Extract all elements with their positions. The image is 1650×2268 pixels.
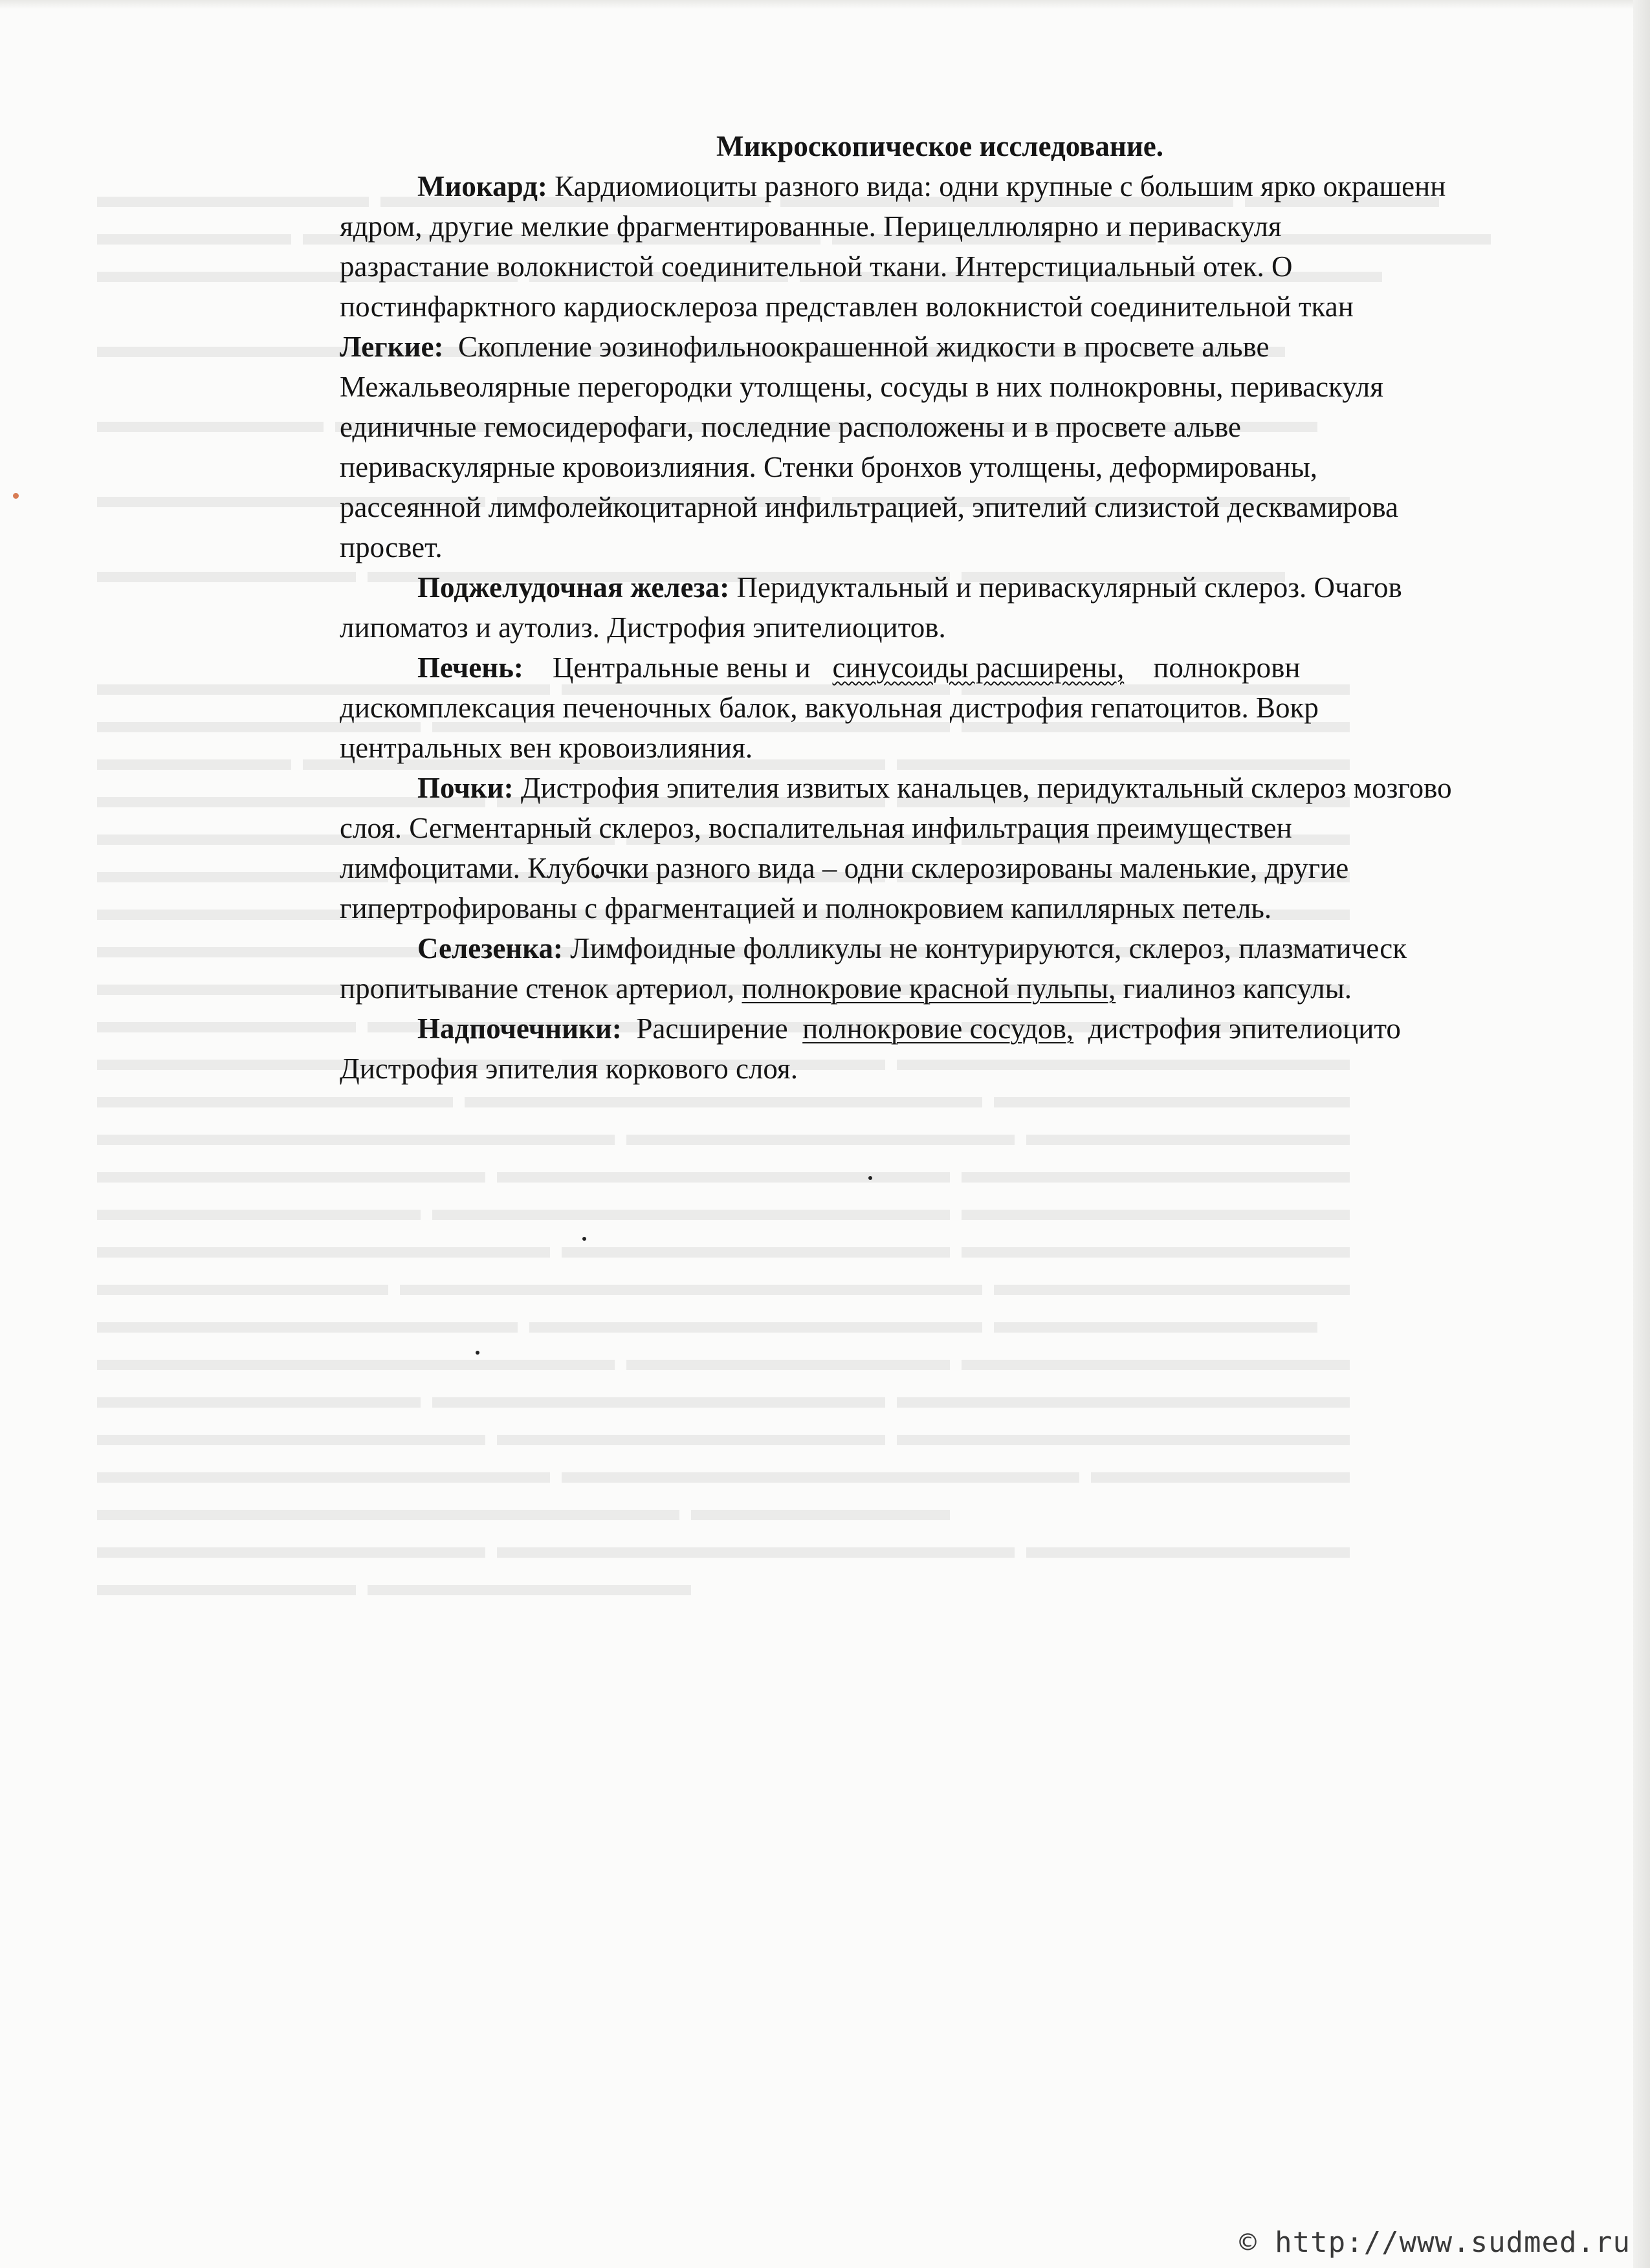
text-line xyxy=(340,567,1650,607)
paper-top-edge xyxy=(0,0,1650,9)
text-span: Перидуктальный и периваскулярный склероз. Очагов xyxy=(736,571,1402,604)
site-watermark: © http://www.sudmed.ru xyxy=(1239,2226,1631,2259)
text-span: гиалиноз капсулы. xyxy=(1123,972,1352,1005)
text-line xyxy=(340,928,1650,968)
scan-speck xyxy=(13,493,19,499)
text-line: периваскулярные кровоизлияния. Стенки бронхов утолщены, деформированы, xyxy=(340,451,1318,483)
text-span: дистрофия эпителиоцито xyxy=(1088,1012,1401,1045)
text-span: Скопление эозинофильноокрашенной жидкости в просвете альве xyxy=(457,331,1270,363)
section-label: Селезенка: xyxy=(417,932,563,965)
underlined-text: синусоиды расширены, xyxy=(832,651,1125,684)
text-span: Лимфоидные фолликулы не контурируются, склероз, плазматическ xyxy=(570,932,1407,965)
section-adrenals xyxy=(340,1009,1650,1089)
section-label: Миокард: xyxy=(417,170,547,202)
text-span: Кардиомиоциты разного вида: одни крупные с большим ярко окрашенн xyxy=(555,170,1446,202)
text-span: Центральные вены и xyxy=(552,651,811,684)
text-line xyxy=(340,166,1650,206)
text-line: Межальвеолярные перегородки утолщены, сосуды в них полнокровны, периваскуля xyxy=(340,371,1383,403)
section-label: Поджелудочная железа: xyxy=(417,571,730,604)
text-line: единичные гемосидерофаги, последние расположены и в просвете альве xyxy=(340,411,1241,443)
text-span: пропитывание стенок артериол, xyxy=(340,972,735,1005)
text-span: полнокровн xyxy=(1153,651,1301,684)
text-line: дискомплексация печеночных балок, вакуольная дистрофия гепатоцитов. Вокр xyxy=(340,692,1319,724)
text-line: центральных вен кровоизлияния. xyxy=(340,732,753,764)
section-label: Легкие: xyxy=(340,331,444,363)
section-lungs xyxy=(340,327,1650,567)
text-line: слоя. Сегментарный склероз, воспалительная инфильтрация преимуществен xyxy=(340,812,1292,844)
text-line xyxy=(340,1009,1650,1049)
text-line xyxy=(340,648,1650,688)
underlined-text: полнокровие сосудов, xyxy=(802,1012,1074,1045)
text-line: просвет. xyxy=(340,531,443,563)
section-pancreas xyxy=(340,567,1650,648)
section-kidneys xyxy=(340,768,1650,928)
text-line: разрастание волокнистой соединительной ткани. Интерстициальный отек. О xyxy=(340,250,1293,283)
underlined-text: полнокровие красной пульпы, xyxy=(742,972,1116,1005)
text-line xyxy=(340,768,1650,808)
text-line: гипертрофированы с фрагментацией и полнокровием капиллярных петель. xyxy=(340,892,1272,924)
text-span: Дистрофия эпителия извитых канальцев, перидуктальный склероз мозгово xyxy=(520,772,1452,804)
section-label: Почки: xyxy=(417,772,514,804)
scan-speck xyxy=(476,1351,479,1355)
section-myocardium xyxy=(340,166,1650,327)
scan-speck xyxy=(868,1176,872,1180)
text-line: ядром, другие мелкие фрагментированные. Перицеллюлярно и периваскуля xyxy=(340,210,1282,243)
section-label: Печень: xyxy=(417,651,523,684)
text-line: постинфарктного кардиосклероза представлен волокнистой соединительной ткан xyxy=(340,290,1354,323)
section-label: Надпочечники: xyxy=(417,1012,622,1045)
text-line xyxy=(340,327,1650,367)
section-liver xyxy=(340,648,1650,768)
text-line: рассеянной лимфолейкоцитарной инфильтрацией, эпителий слизистой десквамирова xyxy=(340,491,1399,523)
document-body xyxy=(340,126,1650,1089)
text-line xyxy=(340,968,1650,1009)
scan-speck xyxy=(582,1237,586,1241)
section-spleen xyxy=(340,928,1650,1009)
text-line: липоматоз и аутолиз. Дистрофия эпителиоцитов. xyxy=(340,611,946,644)
page-title: Микроскопическое исследование. xyxy=(716,130,1163,162)
text-line: лимфоцитами. Клубочки разного вида – одни склерозированы маленькие, другие xyxy=(340,852,1349,884)
text-line: Дистрофия эпителия коркового слоя. xyxy=(340,1052,798,1085)
text-span: Расширение xyxy=(636,1012,788,1045)
